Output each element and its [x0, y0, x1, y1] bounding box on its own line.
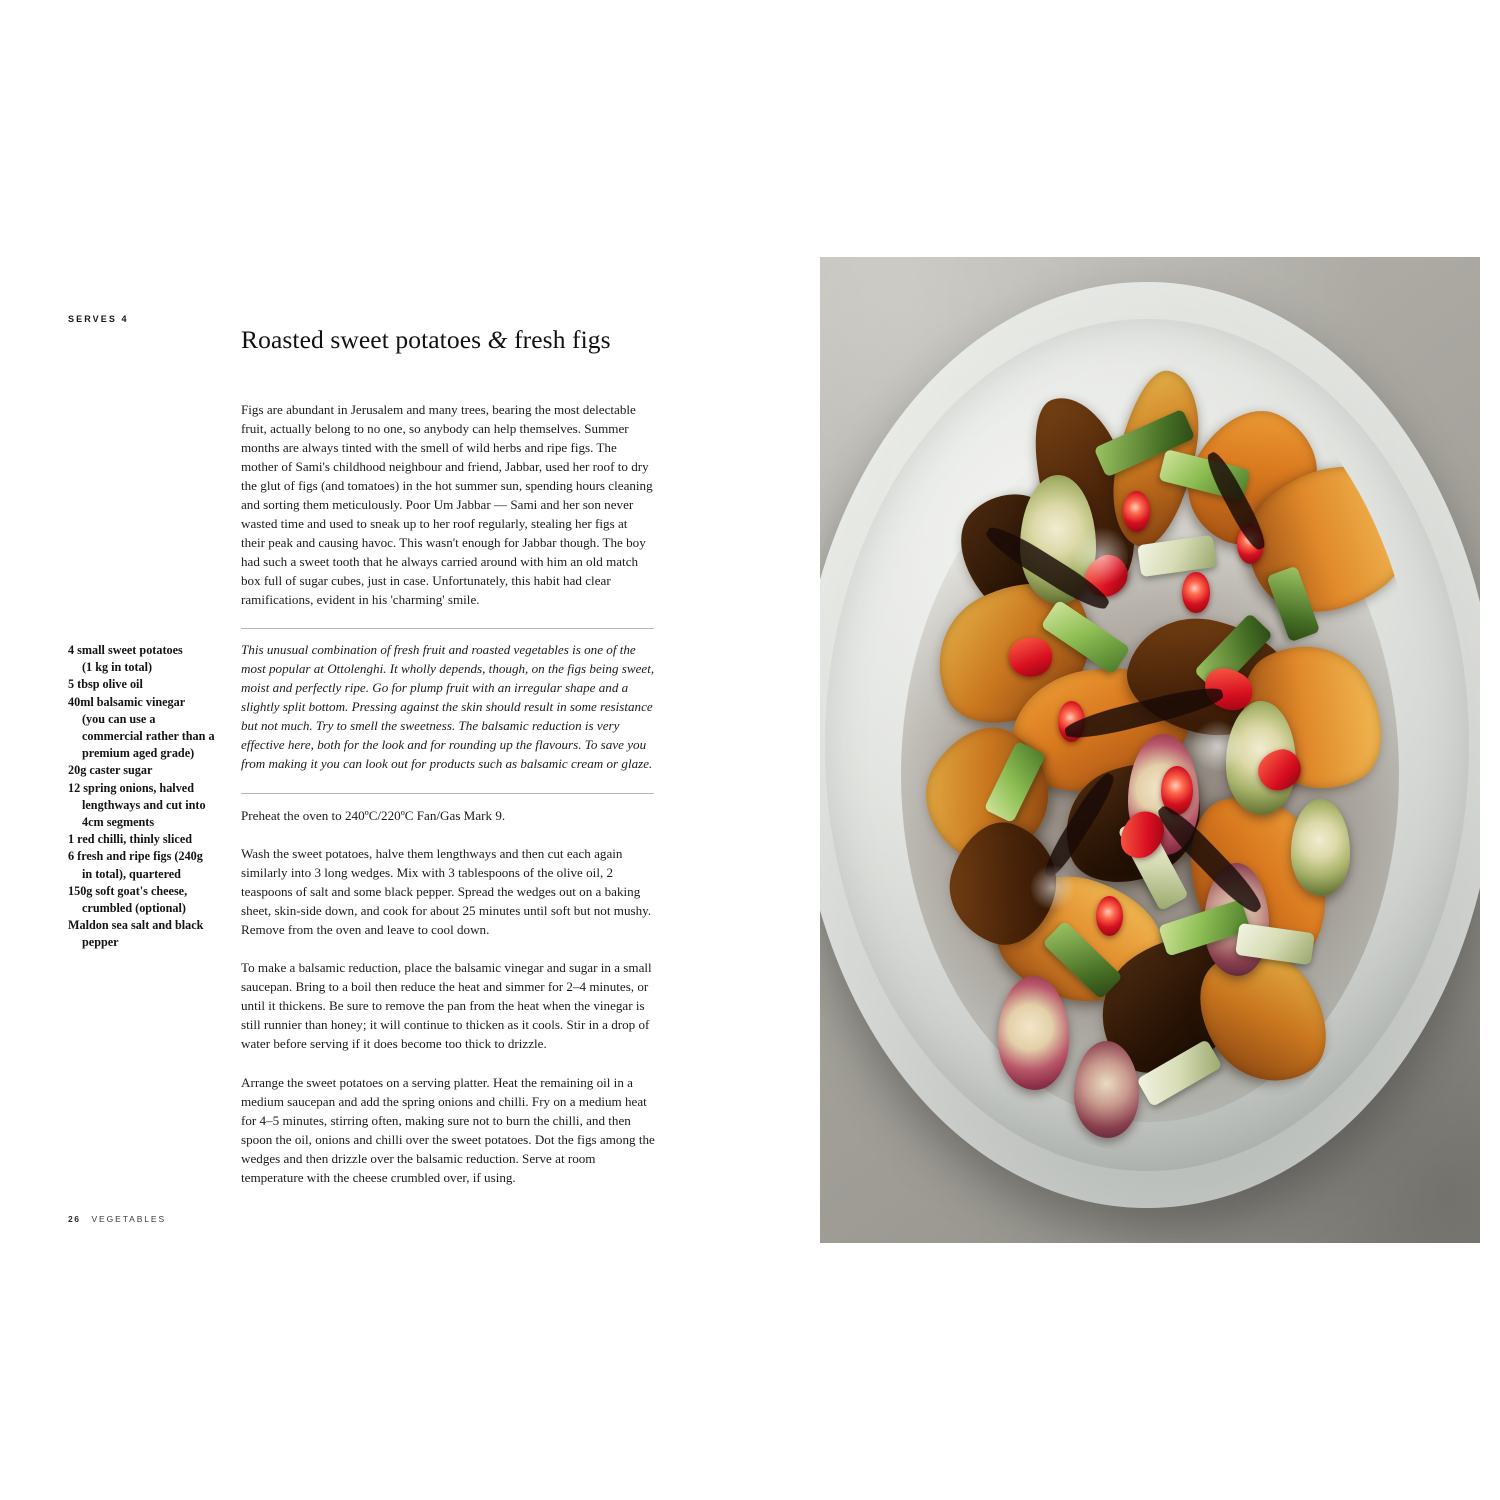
recipe-title-ampersand: &: [487, 325, 508, 355]
method-step: To make a balsamic reduction, place the balsamic vinegar and sugar in a small saucepan. Bring to a boil then reduce the heat and simmer for 2–4 minutes, or until it thickens. Be sure to remove the pan from the heat when the vinegar is still runnier than honey; it will continue to thicken as it cools. Stir in a drop of water before serving if it does become too thick to drizzle.: [241, 960, 652, 1052]
list-item: 1 red chilli, thinly sliced: [68, 832, 193, 847]
method-step: Wash the sweet potatoes, halve them lengthways and then cut each again similarly into 3 long wedges. Mix with 3 tablespoons of the olive oil, 2 teaspoons of salt and some black pepper. Spread the wedges out on a baking sheet, skin-side down, and cook for about 25 minutes until soft but not mushy. Remove from the oven and leave to cool down.: [241, 846, 652, 938]
list-item: Maldon sea salt and black: [68, 918, 204, 933]
method-steps: [241, 806, 655, 1206]
list-item: 150g soft goat's cheese,: [68, 883, 188, 898]
section-name: VEGETABLES: [91, 1214, 167, 1224]
folio: [68, 1214, 166, 1224]
red-chilli-ring: [1123, 491, 1150, 531]
page-number: 26: [68, 1214, 81, 1224]
list-item: 4cm segments: [82, 815, 155, 830]
recipe-title-main: Roasted sweet potatoes: [241, 325, 482, 355]
list-item: 5 tbsp olive oil: [68, 677, 143, 692]
highlight: [1074, 524, 1128, 589]
list-item: crumbled (optional): [82, 901, 186, 916]
list-item: pepper: [82, 935, 119, 950]
list-item: 4 small sweet potatoes: [68, 643, 183, 657]
method-step: Preheat the oven to 240ºC/220ºC Fan/Gas Mark 9.: [241, 808, 506, 823]
fresh-fig: [998, 976, 1068, 1089]
list-item: in total), quartered: [82, 866, 181, 881]
list-item: 6 fresh and ripe figs (240g: [68, 849, 203, 864]
method-step: Arrange the sweet potatoes on a serving platter. Heat the remaining oil in a medium saucepan and add the spring onions and chilli. Fry on a medium heat for 4–5 minutes, stirring often, making sure not to burn the chilli, and then spoon the oil, onions and chilli over the sweet potatoes. Dot the figs among the wedges and then drizzle over the balsamic reduction. Serve at room temperature with the cheese crumbled over, if using.: [241, 1074, 655, 1185]
list-item: 12 spring onions, halved: [68, 780, 194, 795]
list-item: 40ml balsamic vinegar: [68, 694, 186, 709]
recipe-note-text: This unusual combination of fresh fruit and roasted vegetables is one of the most popular at Ottolenghi. It wholly depends, though, on the figs being sweet, moist and perfectly ripe. Go for plump fruit with an irregular shape and a slightly split bottom. Pressing against the skin should result in some resistance but not much. Try to smell the sweetness. The balsamic reduction is very effective here, both for the look and for rounding up the flavours. To save you from making it you can look out for products such as balsamic cream or glaze.: [241, 642, 655, 772]
highlight: [1031, 863, 1074, 912]
list-item: (you can use a: [82, 711, 156, 726]
highlight: [1193, 718, 1242, 775]
list-item: lengthways and cut into: [82, 797, 206, 812]
recipe-photograph: [820, 257, 1480, 1243]
divider-above-note: [241, 628, 654, 629]
recipe-title-tail: fresh figs: [514, 325, 611, 355]
photo-background: [820, 257, 1480, 1243]
red-chilli-ring: [1182, 572, 1209, 612]
list-item: 20g caster sugar: [68, 763, 153, 778]
divider-above-method: [241, 793, 654, 794]
red-chilli-ring: [1096, 896, 1123, 936]
page-title: [241, 325, 611, 355]
food-mound: [879, 346, 1420, 1155]
list-item: commercial rather than a: [82, 729, 215, 744]
list-item: (1 kg in total): [82, 660, 153, 675]
recipe-intro-text: Figs are abundant in Jerusalem and many trees, bearing the most delectable fruit, actually belong to no one, so anybody can help themselves. Summer months are always tinted with the smell of wild herbs and ripe figs. The mother of Sami's childhood neighbour and friend, Jabbar, used her roof to dry the glut of figs (and tomatoes) in the hot summer sun, spending hours cleaning and sorting them meticulously. Poor Um Jabbar — Sami and her son never wasted time and used to sneak up to her roof regularly, stealing her figs at their peak and causing havoc. This wasn't enough for Jabbar though. The boy had such a sweet tooth that he always carried around with him an old match box full of sugar cubes, just in case. Unfortunately, this habit had clear ramifications, evident in his 'charming' smile.: [241, 402, 653, 608]
ingredients-list: [68, 642, 220, 952]
serves-label: SERVES 4: [68, 314, 129, 324]
list-item: premium aged grade): [82, 746, 195, 761]
